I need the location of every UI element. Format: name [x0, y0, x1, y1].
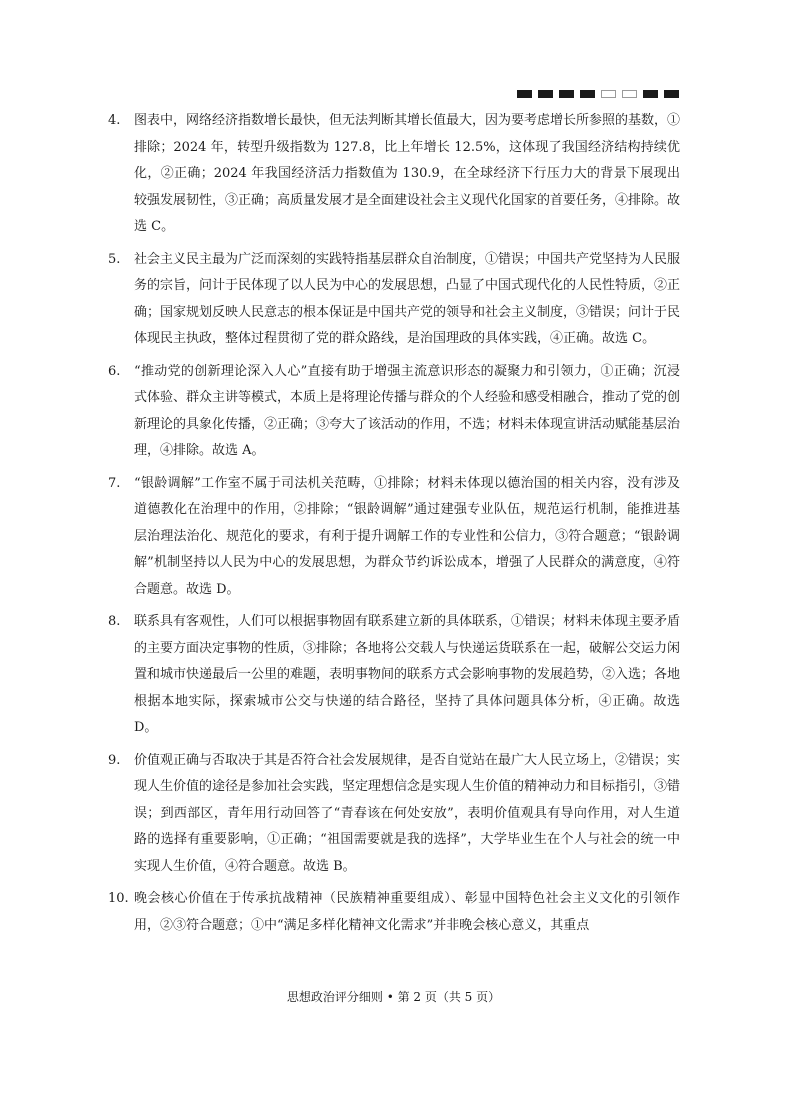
explanation-text: 图表中，网络经济指数增长最快，但无法判断其增长值最大，因为要考虑增长所参照的基数，①排除；2024 年，转型升级指数为 127.8，比上年增长 12.5%，这体现了我国经济结构持续优化，②正确；2024 年我国经济活力指数值为 130.9，在全球经济下行压力大的背景下展现出较强发展韧性，③正确；高质量发展才是全面建设社会主义现代化国家的首要任务，④排除。故选 C。: [134, 113, 681, 234]
explanation-text: 社会主义民主最为广泛而深刻的实践特指基层群众自治制度，①错误；中国共产党坚持为人民服务的宗旨，问计于民体现了以人民为中心的发展思想，凸显了中国式现代化的人民性特质，②正确；国家规划反映人民意志的根本保证是中国共产党的领导和社会主义制度，③错误；问计于民体现民主执政，整体过程贯彻了党的群众路线，是治国理政的具体实践，④正确。故选 C。: [134, 251, 681, 346]
page-footer: 思想政治评分细则 • 第 2 页（共 5 页）: [286, 990, 501, 1004]
answer-item-7: [108, 471, 680, 604]
header-mark: [664, 90, 679, 98]
explanation-text: “推动党的创新理论深入人心”直接有助于增强主流意识形态的凝聚力和引领力，①正确；沉浸式体验、群众主讲等模式，本质上是将理论传播与群众的个人经验和感受相融合，推动了党的创新理论的具象化传播，②正确；③夸大了该活动的作用，不选；材料未体现宣讲活动赋能基层治理，④排除。故选 A。: [134, 363, 681, 458]
header-mark: [517, 90, 532, 98]
header-mark: [580, 90, 595, 98]
header-mark: [601, 90, 616, 98]
answer-item-10: [108, 886, 680, 939]
explanation-text: 晚会核心价值在于传承抗战精神（民族精神重要组成）、彰显中国特色社会主义文化的引领作用，②③符合题意；①中“满足多样化精神文化需求”并非晚会核心意义，其重点: [134, 891, 680, 933]
header-mark: [559, 90, 574, 98]
page-header-marks: [517, 90, 679, 98]
question-number: 8.: [108, 614, 121, 629]
question-number: 6.: [108, 363, 121, 379]
answer-explanations: [108, 108, 680, 945]
answer-item-5: [108, 247, 680, 353]
header-mark: [643, 90, 658, 98]
question-number: 4.: [108, 113, 121, 128]
question-number: 9.: [108, 752, 121, 768]
question-number: 5.: [108, 251, 121, 267]
question-number: 10.: [108, 891, 129, 906]
header-mark: [622, 90, 637, 98]
answer-item-6: [108, 359, 680, 465]
question-number: 7.: [108, 475, 121, 491]
explanation-text: 联系具有客观性，人们可以根据事物固有联系建立新的具体联系，①错误；材料未体现主要矛盾的主要方面决定事物的性质，③排除；各地将公交载人与快递运货联系在一起，破解公交运力闲置和城市快递最后一公里的难题，表明事物间的联系方式会影响事物的发展趋势，②入选；各地根据本地实际，探索城市公交与快递的结合路径，坚持了具体问题具体分析，④正确。故选 D。: [134, 614, 681, 735]
answer-item-4: [108, 108, 680, 241]
explanation-text: 价值观正确与否取决于其是否符合社会发展规律，是否自觉站在最广大人民立场上，②错误；实现人生价值的途径是参加社会实践，坚定理想信念是实现人生价值的精神动力和目标指引，③错误；到西部区，青年用行动回答了“青春该在何处安放”，表明价值观具有导向作用，对人生道路的选择有重要影响，①正确；“祖国需要就是我的选择”，大学毕业生在个人与社会的统一中实现人生价值，④符合题意。故选 B。: [134, 752, 681, 874]
header-mark: [538, 90, 553, 98]
answer-item-8: [108, 609, 680, 742]
explanation-text: “银龄调解”工作室不属于司法机关范畴，①排除；材料未体现以德治国的相关内容，没有涉及道德教化在治理中的作用，②排除；“银龄调解”通过建强专业队伍，规范运行机制，能推进基层治理法治化、规范化的要求，有利于提升调解工作的专业性和公信力，③符合题意；“银龄调解”机制坚持以人民为中心的发展思想，为群众节约诉讼成本，增强了人民群众的满意度，④符合题意。故选 D。: [134, 475, 680, 597]
answer-item-9: [108, 748, 680, 881]
